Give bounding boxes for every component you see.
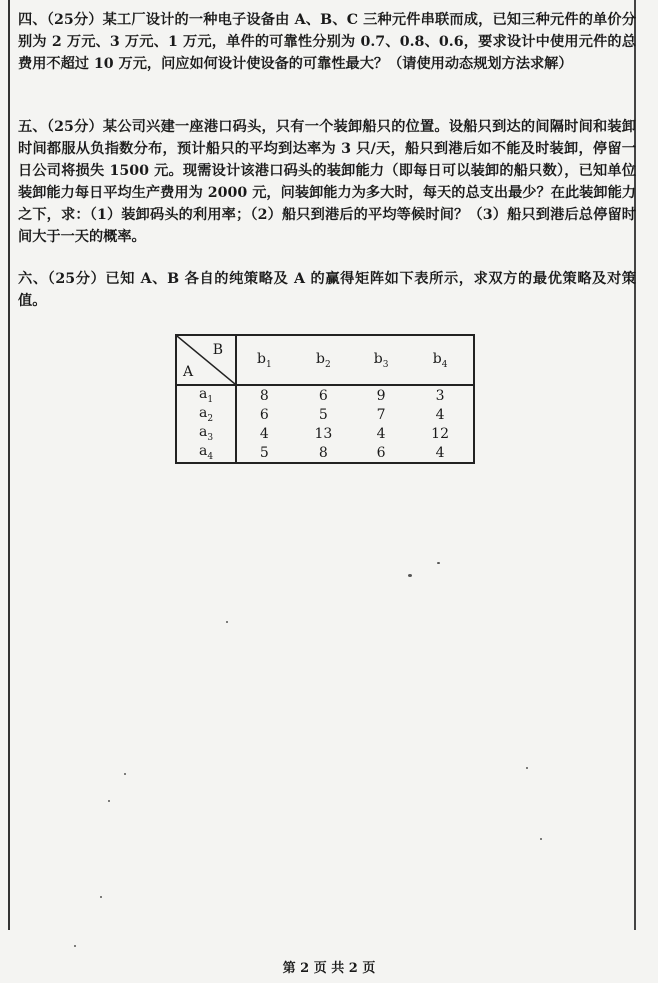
matrix-cell: 7 [376, 406, 386, 423]
scan-speck [74, 945, 76, 947]
row-header: $a_3$ [176, 424, 236, 443]
question-5: 五、（25分）某公司兴建一座港口码头，只有一个装卸船只的位置。设船只到达的间隔时间和装卸时间都服从负指数分布，预计船只的平均到达率为 3 只/天，船只到港后如不能及时装卸，停留一日公司将损失 1500 元。现需设计该港口码头的装卸能力（即每日可以装卸的船只数），已知单位装卸能力每日平均生产费用为 2000 元，问装卸能力为多大时，每天的总支出最少？在此装卸能力之下，求：（1）装卸码头的利用率；（2）船只到港后的平均等候时间？（3）船只到港后总停留时间大于一天的概率。 [18, 119, 636, 245]
scan-speck [408, 574, 412, 577]
scan-speck [100, 896, 102, 898]
matrix-cell: 5 [318, 406, 328, 423]
col-header: $b_4$ [407, 335, 474, 385]
col-header: $b_1$ [236, 335, 292, 385]
scan-speck [226, 621, 228, 623]
scan-speck [108, 800, 110, 802]
table-row [176, 443, 474, 463]
table-row [176, 424, 474, 443]
page-footer: 第 2 页 共 2 页 [282, 961, 376, 976]
matrix-cell: 6 [259, 406, 269, 423]
col-header: $b_3$ [355, 335, 407, 385]
row-header: $a_4$ [176, 443, 236, 463]
row-header: $a_2$ [176, 405, 236, 424]
matrix-cell: 4 [407, 443, 474, 463]
matrix-cell: 4 [435, 406, 445, 423]
matrix-cell: 12 [431, 425, 449, 442]
matrix-cell: 9 [376, 387, 386, 404]
matrix-cell: 13 [314, 425, 333, 442]
matrix-cell: 4 [376, 425, 386, 442]
page-border-left [8, 0, 10, 930]
matrix-cell: 8 [259, 387, 269, 404]
scan-speck [124, 773, 126, 775]
col-header: $b_2$ [292, 335, 355, 385]
row-header: $a_1$ [176, 385, 236, 405]
table-row [176, 385, 474, 405]
matrix-cell: 5 [236, 443, 292, 463]
table-row [176, 405, 474, 424]
corner-label-a: A [183, 364, 194, 380]
scan-speck [526, 767, 528, 769]
corner-label-b: B [212, 342, 223, 358]
question-6: 六、（25分）已知 A、B 各自的纯策略及 A 的赢得矩阵如下表所示，求双方的最优策略及对策值。 [18, 271, 636, 309]
matrix-corner-cell [176, 335, 236, 385]
payoff-matrix-table [175, 334, 475, 464]
matrix-cell: 8 [292, 443, 355, 463]
question-4: 四、（25分）某工厂设计的一种电子设备由 A、B、C 三种元件串联而成，已知三种元件的单价分别为 2 万元、3 万元、1 万元，单件的可靠性分别为 0.7、0.8、0.6，要求设计中使用元件的总费用不超过 10 万元，问应如何设计使设备的可靠性最大？（请使用动态规划方法求解） [18, 12, 636, 72]
matrix-cell: 6 [355, 443, 407, 463]
matrix-cell: 3 [435, 387, 445, 404]
matrix-cell: 6 [318, 387, 328, 404]
scan-speck [540, 838, 542, 840]
matrix-cell: 4 [259, 425, 269, 442]
scan-speck [437, 562, 440, 564]
